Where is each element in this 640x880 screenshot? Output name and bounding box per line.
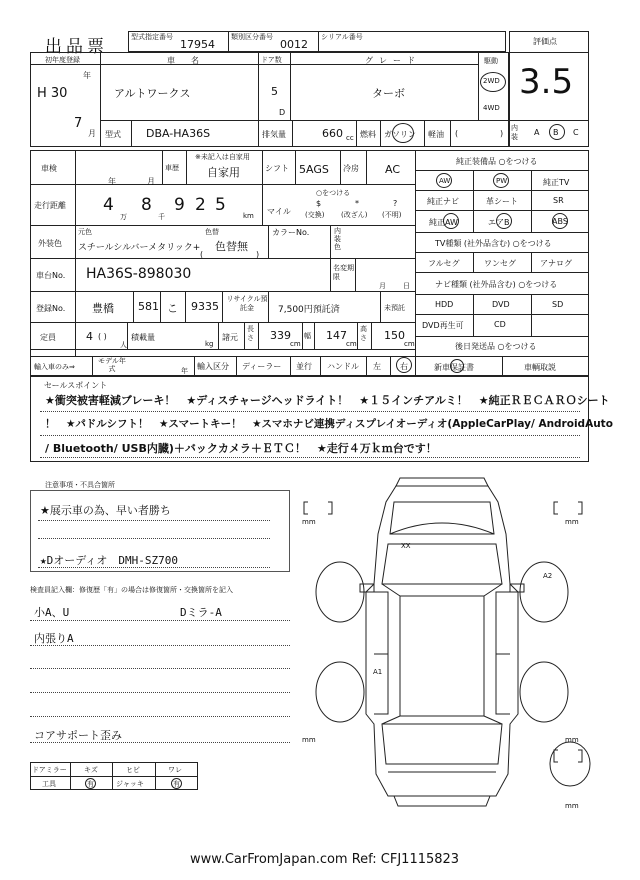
- legend-jack: ジャッキ: [116, 780, 144, 788]
- handle-left: 左: [373, 362, 381, 371]
- orig-color-label: 元色: [78, 228, 92, 236]
- car-name-value: アルトワークス: [114, 87, 191, 100]
- parallel-option: 並行: [296, 362, 312, 371]
- rating-label: 評価点: [533, 37, 557, 46]
- equip-aw: AW: [439, 177, 451, 185]
- mm-rear-right: mm: [565, 736, 579, 744]
- notes-line-1: ★展示車の為、早い者勝ち: [40, 504, 171, 517]
- sales-label: セールスポイント: [44, 381, 108, 390]
- mileage-digit-3: 9: [174, 195, 185, 215]
- class-number-value: 0012: [280, 38, 308, 51]
- displacement-label: 排気量: [262, 130, 286, 139]
- height-cm: cm: [404, 340, 415, 348]
- type-label: 型式: [105, 130, 121, 139]
- inspection-month-unit: 月: [147, 177, 155, 186]
- length-label: 長さ: [247, 325, 254, 342]
- cooler-label: 冷房: [343, 164, 359, 173]
- name-change-month: 月: [379, 282, 386, 290]
- notes-line-2: ★Dオーディオ DMH-SZ700: [40, 554, 178, 567]
- later-warranty: 新車保証書: [434, 363, 474, 372]
- model-year-label: モデル年式: [98, 357, 126, 373]
- inner-color-label: 内装色: [334, 227, 341, 251]
- kg-unit: kg: [205, 340, 214, 348]
- navi-hdd: HDD: [435, 300, 454, 309]
- tv-analog: アナログ: [540, 259, 572, 268]
- fuel-light-oil: 軽油: [428, 130, 444, 139]
- color-label: 外装色: [38, 239, 62, 248]
- recycle-value: 7,500円預託済: [278, 305, 340, 315]
- import-type-label: 輸入区分: [197, 362, 229, 371]
- person-unit: 人: [120, 341, 127, 349]
- equip-genuine-aw: 純正AW: [429, 218, 458, 227]
- first-reg-month: 7: [74, 116, 83, 131]
- tv-title: TV種類 (社外品含む) ○をつける: [435, 239, 552, 248]
- width-cm: cm: [346, 340, 357, 348]
- dims-label: 諸元: [222, 333, 238, 342]
- displacement-value: 660: [322, 127, 343, 140]
- navi-dvd: DVD: [492, 300, 510, 309]
- inspection-label: 車検: [41, 164, 57, 173]
- reg-label: 登録No.: [36, 304, 66, 313]
- recycle-label: リサイクル預託金: [226, 295, 268, 312]
- rating-value: 3.5: [519, 62, 574, 102]
- interior-a: A: [534, 128, 540, 137]
- later-manual: 車輌取説: [524, 363, 556, 372]
- chassis-value: HA36S-898030: [86, 266, 192, 282]
- mile-label: マイル: [267, 207, 291, 216]
- drive-label: 駆動: [484, 57, 498, 65]
- first-reg-label: 初年度登録: [45, 56, 80, 64]
- width-label: 幅: [304, 332, 311, 340]
- form-title: 出品票: [45, 37, 108, 57]
- recycle-unpaid: 未預託: [384, 304, 405, 312]
- legend-crack: ヒビ: [126, 766, 140, 774]
- equip-abs: ABS: [552, 217, 568, 226]
- inspector-line-1a: 小A、U: [34, 606, 70, 619]
- mileage-digit-4: 2: [195, 195, 206, 215]
- reg-number: 9335: [191, 300, 219, 313]
- tamper-label: (改ざん): [341, 211, 368, 219]
- import-label: 輸入車のみ⇒: [34, 363, 75, 371]
- equipment-title: 純正装備品 ○をつける: [456, 157, 538, 166]
- notes-label: 注意事項・不具合箇所: [45, 481, 115, 489]
- legend-door-mirror: ドアミラー: [32, 766, 67, 774]
- color-no-label: カラーNo.: [272, 228, 310, 237]
- tv-oneseg: ワンセグ: [484, 259, 516, 268]
- sales-line-2: ！ ★パドルシフト！ ★スマートキー！ ★スマホナビ連携ディスプレイオーディオ(AppleCarPlay/ AndroidAuto: [45, 418, 613, 430]
- swap-label: (交換): [305, 211, 325, 219]
- paint-label: 色替: [205, 228, 219, 236]
- model-year-unit: 年: [181, 367, 188, 375]
- mm-front-left: mm: [302, 518, 316, 526]
- length-value: 339: [270, 329, 291, 342]
- equip-airbag: エアB: [488, 218, 510, 227]
- capacity-value: 4: [86, 330, 93, 343]
- mark-a2: A2: [543, 572, 553, 580]
- unknown-label: (不明): [382, 211, 402, 219]
- km-unit: km: [243, 212, 254, 220]
- grade-label: グレード: [365, 56, 421, 65]
- reg-kana: こ: [167, 302, 178, 315]
- use-value: 自家用: [207, 166, 240, 179]
- handle-label: ハンドル: [327, 362, 359, 371]
- interior-label: 内装: [511, 124, 518, 141]
- fuel-paren-open: (: [455, 129, 459, 138]
- capacity-paren: ( ): [98, 332, 107, 341]
- load-label: 積載量: [131, 333, 155, 342]
- year-unit: 年: [83, 71, 91, 80]
- mark-xx: XX: [401, 542, 411, 550]
- equip-sr: SR: [553, 196, 564, 205]
- shift-label: シフト: [265, 164, 289, 173]
- first-reg-year: H 30: [37, 86, 68, 101]
- height-label: 高さ: [360, 325, 367, 342]
- paint-value: 色替無: [215, 240, 248, 253]
- inspector-line-2: 内張りA: [34, 632, 74, 645]
- interior-c: C: [573, 128, 579, 137]
- unknown-symbol: ?: [393, 199, 398, 208]
- fuel-gasoline: ガソリン: [384, 130, 416, 139]
- legend-tools-yes: 有: [87, 780, 94, 788]
- grade-value: ターボ: [372, 87, 405, 100]
- fuel-label: 燃料: [360, 130, 376, 139]
- doors-suffix: D: [279, 108, 286, 117]
- doors-value: 5: [271, 85, 278, 98]
- equip-tv: 純正TV: [543, 178, 570, 187]
- shift-value: 5AGS: [299, 163, 329, 176]
- chassis-label: 車台No.: [36, 271, 66, 280]
- serial-label: シリアル番号: [321, 33, 363, 41]
- length-cm: cm: [290, 340, 301, 348]
- navi-title: ナビ種類 (社外品含む) ○をつける: [435, 280, 558, 289]
- equip-pw: PW: [496, 177, 508, 185]
- later-title: 後日発送品 ○をつける: [455, 342, 537, 351]
- dealer-option: ディーラー: [242, 362, 282, 371]
- mile-check-note: ○をつける: [316, 189, 351, 197]
- width-value: 147: [326, 329, 347, 342]
- paint-paren-open: (: [200, 250, 204, 259]
- tamper-symbol: *: [355, 199, 359, 208]
- handle-right: 右: [400, 362, 408, 371]
- doors-label: ドア数: [261, 56, 282, 64]
- cc-unit: cc: [346, 134, 354, 142]
- mileage-sen-unit: 千: [158, 213, 165, 221]
- height-value: 150: [384, 329, 405, 342]
- use-label: 車歴: [165, 164, 179, 172]
- legend-break: ワレ: [168, 766, 182, 774]
- inspector-label: 検査員記入欄：修復歴「有」の場合は修復箇所・交換箇所を記入: [30, 586, 233, 594]
- orig-color-value: スチールシルバーメタリック+: [78, 243, 201, 253]
- reg-area: 豊橋: [92, 302, 114, 315]
- model-designation-value: 17954: [180, 38, 215, 51]
- mileage-label: 走行距離: [34, 201, 66, 210]
- tv-fullseg: フルセグ: [428, 259, 460, 268]
- navi-dvd-play: DVD再生可: [422, 321, 464, 330]
- drive-2wd: 2WD: [483, 77, 500, 85]
- cooler-value: AC: [385, 163, 401, 176]
- mm-front-right: mm: [565, 518, 579, 526]
- mileage-man-unit: 万: [120, 213, 127, 221]
- inspection-year-unit: 年: [108, 177, 116, 186]
- use-note: ※未記入は自家用: [195, 153, 250, 161]
- month-unit: 月: [88, 129, 96, 138]
- sales-line-3: / Bluetooth/ USB内臓)＋バックカメラ＋ＥＴＣ！ ★走行４万ｋｍ台です！: [45, 442, 437, 455]
- equip-leather: 革シート: [486, 197, 518, 206]
- paint-paren-close: ): [256, 250, 260, 259]
- sales-line-1: ★衝突被害軽減ブレーキ！ ★ディスチャージヘッドライト！ ★１５インチアルミ！ ★純正ＲＥＣＡＲＯシート: [45, 394, 610, 407]
- navi-cd: CD: [494, 320, 506, 329]
- class-number-label: 類別区分番号: [231, 33, 273, 41]
- car-name-label: 車名: [167, 56, 215, 65]
- mm-rear-left: mm: [302, 736, 316, 744]
- reg-class: 581: [138, 300, 159, 313]
- equip-navi: 純正ナビ: [427, 197, 459, 206]
- navi-sd: SD: [552, 300, 564, 309]
- inspector-line-1b: Dミラ-A: [180, 606, 222, 619]
- car-damage-diagram: [288, 474, 594, 820]
- drive-4wd: 4WD: [483, 104, 500, 112]
- swap-symbol: $: [316, 199, 322, 208]
- mark-a1: A1: [373, 668, 383, 676]
- mileage-digit-1: 4: [103, 195, 114, 215]
- mileage-digit-5: 5: [215, 195, 226, 215]
- mm-spare: mm: [565, 802, 579, 810]
- name-change-day: 日: [403, 282, 410, 290]
- inspector-line-3: コアサポート歪み: [34, 729, 122, 742]
- interior-b: B: [553, 128, 559, 137]
- capacity-label: 定員: [40, 333, 56, 342]
- legend-jack-yes: 有: [173, 780, 180, 788]
- legend-tools: 工具: [42, 780, 56, 788]
- legend-scratch: キズ: [84, 766, 98, 774]
- type-value: DBA-HA36S: [146, 127, 211, 140]
- name-change-label: 名変期限: [333, 264, 354, 281]
- footer-reference: www.CarFromJapan.com Ref: CFJ1115823: [190, 852, 460, 867]
- model-designation-label: 型式指定番号: [131, 33, 173, 41]
- mileage-digit-2: 8: [141, 195, 152, 215]
- fuel-paren-close: ): [500, 129, 504, 138]
